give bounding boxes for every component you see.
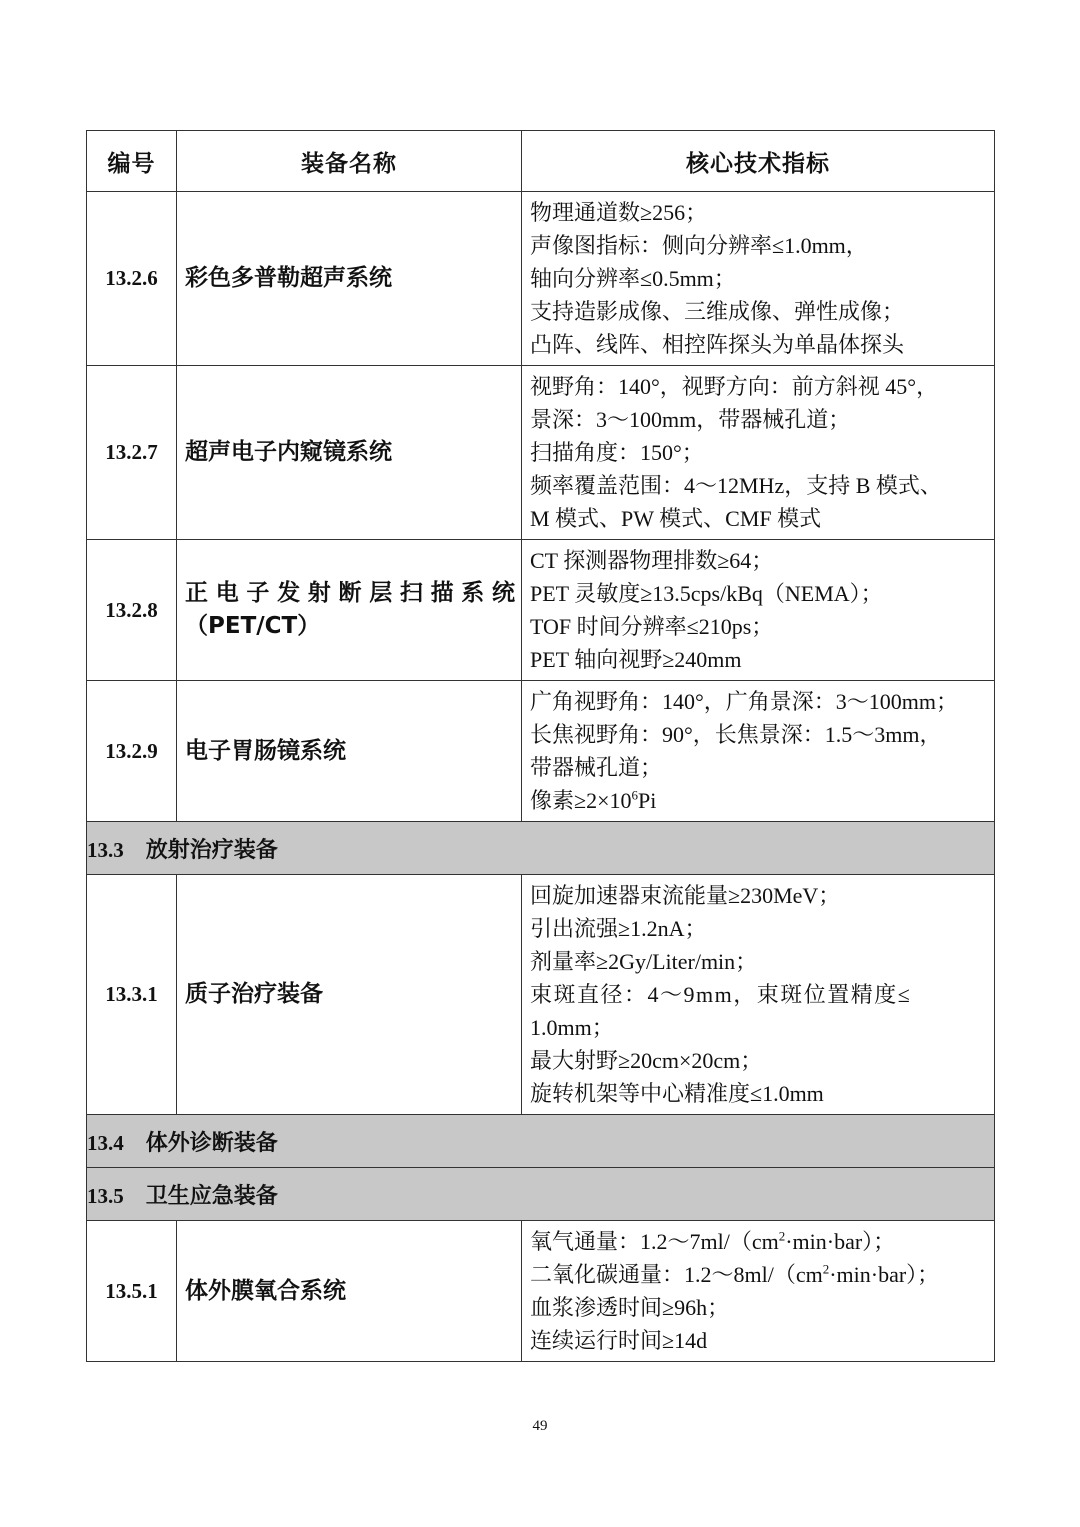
row-code: 13.2.7 <box>87 366 177 540</box>
row-specs <box>522 681 995 822</box>
header-spec: 核心技术指标 <box>522 131 995 192</box>
section-row <box>87 1168 995 1221</box>
spec-line: 凸阵、线阵、相控阵探头为单晶体探头 <box>530 332 905 357</box>
spec-line: 氧气通量：$1.2\sim 7ml/(cm^2\cdot\min\cdot bar)$； <box>530 1228 896 1254</box>
table-row <box>87 1221 995 1362</box>
section-code: 13.3 <box>87 837 124 862</box>
spec-line: PET 灵敏度≥13.5cps/kBq（NEMA）； <box>530 581 883 606</box>
spec-line: 旋转机架等中心精准度≤1.0mm <box>530 1081 824 1106</box>
header-name: 装备名称 <box>177 131 522 192</box>
row-name-line2: （PET/CT） <box>185 613 321 639</box>
section-code: 13.5 <box>87 1183 124 1208</box>
row-specs <box>522 192 995 366</box>
spec-line: 像素$\ge 2\times 10^6Pi$ <box>530 787 657 813</box>
spec-line: TOF 时间分辨率≤210ps； <box>530 614 774 639</box>
spec-line: 长焦视野角：90°，长焦景深：1.5～3mm， <box>530 722 942 747</box>
section-row <box>87 822 995 875</box>
spec-line: 频率覆盖范围：4～12MHz，支持 B 模式、 <box>530 473 942 498</box>
row-name: 彩色多普勒超声系统 <box>177 192 522 366</box>
row-specs <box>522 875 995 1115</box>
row-specs <box>522 366 995 540</box>
spec-line: 带器械孔道； <box>530 755 663 780</box>
spec-line: M 模式、PW 模式、CMF 模式 <box>530 506 822 531</box>
spec-line: 广角视野角：140°，广角景深：3～100mm； <box>530 689 959 714</box>
row-code: 13.3.1 <box>87 875 177 1115</box>
table-row <box>87 192 995 366</box>
spec-line: 血浆渗透时间≥96h； <box>530 1295 730 1320</box>
row-name: 质子治疗装备 <box>177 875 522 1115</box>
equipment-spec-table <box>86 130 995 1362</box>
spec-line: 视野角：140°，视野方向：前方斜视 45°， <box>530 374 939 399</box>
header-code: 编号 <box>87 131 177 192</box>
table-row <box>87 875 995 1115</box>
spec-line: 引出流强≥1.2nA； <box>530 916 707 941</box>
spec-line: 二氧化碳通量：$1.2\sim 8ml/(cm^2\cdot\min\cdot bar)$； <box>530 1261 940 1287</box>
section-title: 体外诊断装备 <box>145 1130 278 1156</box>
spec-line: 扫描角度：150°； <box>530 440 704 465</box>
row-code: 13.2.8 <box>87 540 177 681</box>
row-name: 体外膜氧合系统 <box>177 1221 522 1362</box>
row-code: 13.2.9 <box>87 681 177 822</box>
spec-line: 最大射野≥20cm×20cm； <box>530 1048 763 1073</box>
row-code: 13.2.6 <box>87 192 177 366</box>
spec-line: 支持造影成像、三维成像、弹性成像； <box>530 299 905 324</box>
spec-line: 连续运行时间≥14d <box>530 1328 708 1353</box>
row-name: 超声电子内窥镜系统 <box>177 366 522 540</box>
section-title: 卫生应急装备 <box>145 1183 278 1209</box>
table-row <box>87 540 995 681</box>
row-name-line1: 正电子发射断层扫描系统 <box>185 580 515 606</box>
table-header-row <box>87 131 995 192</box>
spec-line: 回旋加速器束流能量≥230MeV； <box>530 883 841 908</box>
table-row <box>87 366 995 540</box>
row-code: 13.5.1 <box>87 1221 177 1362</box>
row-specs <box>522 540 995 681</box>
row-name: 电子胃肠镜系统 <box>177 681 522 822</box>
section-row <box>87 1115 995 1168</box>
spec-line: 剂量率≥2Gy/Liter/min； <box>530 949 758 974</box>
spec-line: 物理通道数≥256； <box>530 200 708 225</box>
section-code: 13.4 <box>87 1130 124 1155</box>
row-specs <box>522 1221 995 1362</box>
spec-line: 轴向分辨率≤0.5mm； <box>530 266 736 291</box>
section-title: 放射治疗装备 <box>145 837 278 863</box>
spec-line: 景深：3～100mm，带器械孔道； <box>530 407 851 432</box>
table-row <box>87 681 995 822</box>
spec-line: 1.0mm； <box>530 1015 614 1040</box>
spec-line: 声像图指标：侧向分辨率≤1.0mm， <box>530 233 868 258</box>
spec-line: 束斑直径：4～9mm，束斑位置精度≤ <box>530 982 912 1007</box>
spec-line: PET 轴向视野≥240mm <box>530 647 742 672</box>
row-name <box>177 540 522 681</box>
page-number: 49 <box>532 1418 548 1434</box>
spec-line: CT 探测器物理排数≥64； <box>530 548 774 573</box>
